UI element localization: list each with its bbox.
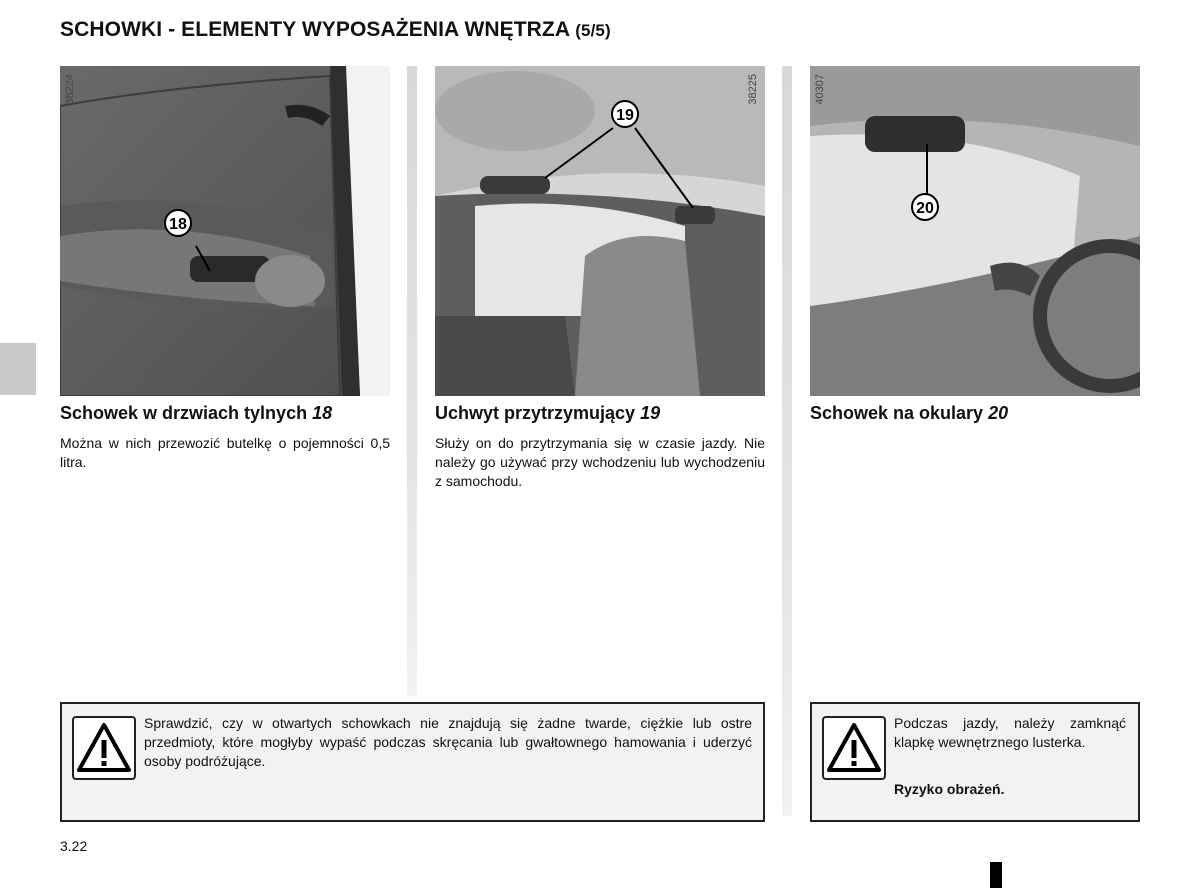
- photo-glasses-holder: [810, 66, 1140, 396]
- heading-number: 20: [988, 403, 1009, 423]
- photo-code: 40307: [814, 74, 826, 105]
- page-title-suffix: (5/5): [575, 21, 611, 40]
- warning-text: Sprawdzić, czy w otwartych schowkach nie znajdują się żadne twarde, ciężkie lub ostre przedmioty, które mogłyby wypaść podczas skręcania lub gwałtownego hamowania i uderzyć osoby podróżujące.: [144, 715, 752, 769]
- page-number: 3.22: [60, 838, 88, 854]
- warning-box-objects: [60, 702, 765, 822]
- warning-triangle-icon: [72, 716, 136, 780]
- callout-18-label: 18: [169, 216, 187, 233]
- heading-number: 18: [312, 403, 333, 423]
- column-divider-1: [407, 66, 417, 696]
- heading-rear-door-storage: [60, 403, 332, 424]
- heading-text: Schowek na okulary: [810, 403, 984, 423]
- heading-number: 19: [640, 403, 661, 423]
- callout-18-icon: [163, 208, 193, 238]
- photo-code: 38225: [747, 74, 759, 105]
- callout-19-label: 19: [616, 107, 634, 124]
- page-title-text: SCHOWKI - ELEMENTY WYPOSAŻENIA WNĘTRZA: [60, 18, 570, 41]
- heading-text: Uchwyt przytrzymujący: [435, 403, 636, 423]
- heading-text: Schowek w drzwiach tylnych: [60, 403, 308, 423]
- warning-text: Podczas jazdy, należy zamknąć klapkę wewnętrznego lusterka.: [894, 715, 1126, 750]
- page-title: [60, 18, 611, 42]
- photo-rear-door: [60, 66, 390, 396]
- callout-20-label: 20: [916, 200, 934, 217]
- callout-19-icon: [610, 99, 640, 129]
- callout-20-icon: [910, 192, 940, 222]
- heading-grab-handle: [435, 403, 660, 424]
- paragraph-rear-door: Można w nich przewozić butelkę o pojemności 0,5 litra.: [60, 435, 390, 470]
- column-divider-2: [782, 66, 792, 816]
- warning-triangle-icon: [822, 716, 886, 780]
- photo-code: 38224: [64, 74, 76, 105]
- photo-grab-handles: [435, 66, 765, 396]
- chapter-tab: [0, 343, 36, 395]
- warning-emphasis: Ryzyko obrażeń.: [894, 781, 1005, 797]
- page-edge-marker: [990, 862, 1002, 888]
- heading-glasses-holder: [810, 403, 1008, 424]
- warning-box-mirror-flap: [810, 702, 1140, 822]
- paragraph-grab-handle: Służy on do przytrzymania się w czasie jazdy. Nie należy go używać przy wchodzeniu lub wychodzeniu z samochodu.: [435, 435, 765, 489]
